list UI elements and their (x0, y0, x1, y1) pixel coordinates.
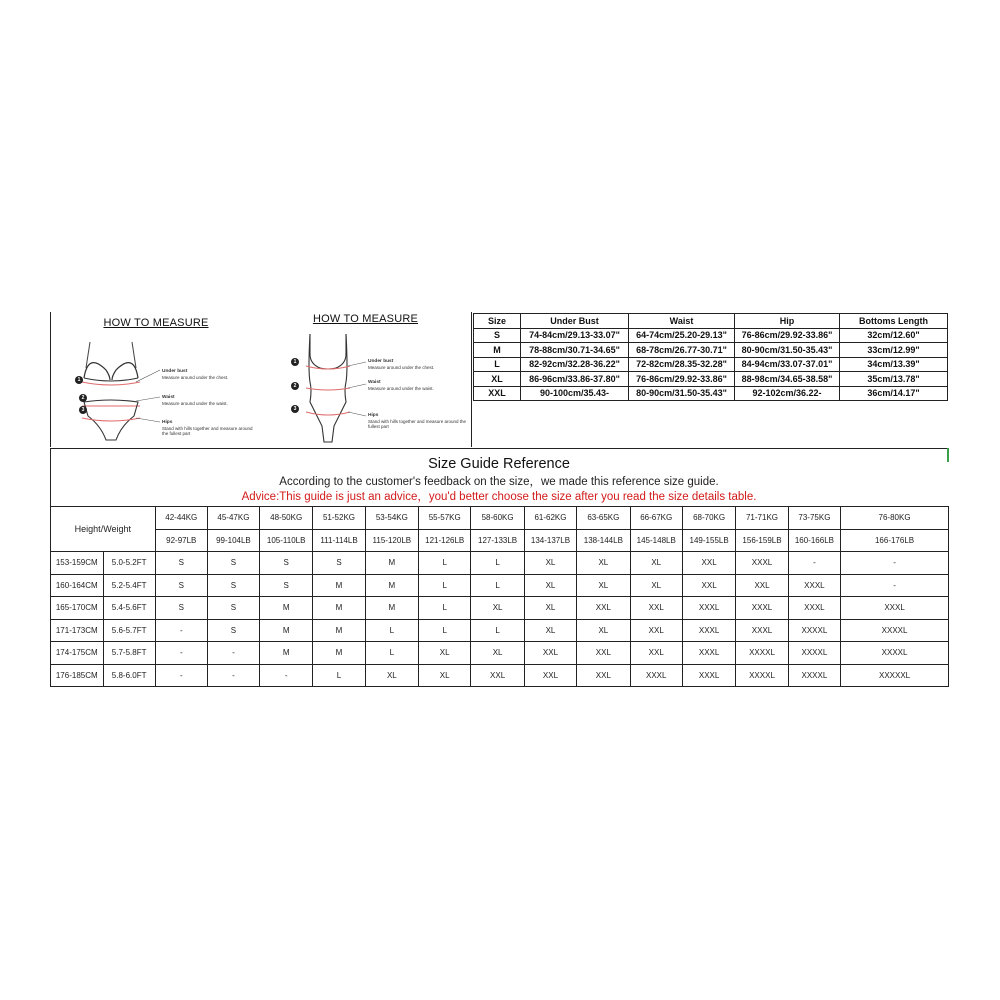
recommended-size-cell: XXL (577, 642, 630, 665)
weight-lb-cell: 134-137LB (524, 529, 576, 552)
recommended-size-cell: XXXXL (736, 664, 788, 687)
recommended-size-cell: S (207, 597, 259, 620)
size-table-header (474, 314, 948, 329)
measurement-cell: 68-78cm/26.77-30.71" (629, 343, 735, 358)
height-row (51, 574, 949, 597)
recommended-size-cell: XXXL (736, 597, 788, 620)
underbust-label: Under bust Measure around under the chest. (162, 369, 229, 380)
size-header: Size (474, 314, 521, 329)
weight-kg-cell: 76-80KG (841, 507, 949, 530)
recommended-size-cell: XL (630, 574, 682, 597)
recommended-size-cell: XL (471, 597, 524, 620)
waist-label: Waist Measure around under the waist. (162, 395, 228, 406)
bottoms-length-header: Bottoms Length (840, 314, 948, 329)
recommended-size-cell: XXXXL (788, 664, 840, 687)
weight-kg-cell: 66-67KG (630, 507, 682, 530)
height-cm-cell: 153-159CM (51, 552, 104, 575)
weight-lb-row (51, 529, 949, 552)
recommended-size-cell: XXL (682, 552, 735, 575)
measurement-cell: 82-92cm/32.28-36.22" (521, 357, 629, 372)
measure-title: HOW TO MEASURE (312, 313, 419, 325)
height-weight-table (50, 506, 949, 687)
size-cell: M (474, 343, 521, 358)
recommended-size-cell: XL (577, 619, 630, 642)
weight-kg-cell: 68-70KG (682, 507, 735, 530)
height-weight-corner: Height/Weight (51, 507, 156, 552)
measurement-cell: 84-94cm/33.07-37.01" (735, 357, 840, 372)
weight-kg-cell: 53-54KG (365, 507, 418, 530)
weight-lb-cell: 99-104LB (207, 529, 259, 552)
recommended-size-cell: XXXL (682, 664, 735, 687)
recommended-size-cell: XXL (471, 664, 524, 687)
size-cell: XXL (474, 386, 521, 401)
recommended-size-cell: XXXL (788, 574, 840, 597)
recommended-size-cell: XXXXXL (841, 664, 949, 687)
weight-lb-cell: 149-155LB (682, 529, 735, 552)
recommended-size-cell: XL (365, 664, 418, 687)
size-row (474, 386, 948, 401)
weight-lb-cell: 138-144LB (577, 529, 630, 552)
size-cell: L (474, 357, 521, 372)
underbust-header: Under Bust (521, 314, 629, 329)
recommended-size-cell: XXXL (788, 597, 840, 620)
recommended-size-cell: XXXXL (788, 619, 840, 642)
recommended-size-cell: XXL (524, 642, 576, 665)
height-row (51, 619, 949, 642)
weight-kg-cell: 71-71KG (736, 507, 788, 530)
recommended-size-cell: M (365, 574, 418, 597)
measurement-cell: 64-74cm/25.20-29.13" (629, 328, 735, 343)
recommended-size-cell: XXXL (682, 619, 735, 642)
step-3-badge: 3 (291, 405, 299, 413)
recommended-size-cell: XXL (577, 664, 630, 687)
weight-lb-cell: 156-159LB (736, 529, 788, 552)
step-2-badge: 2 (79, 394, 87, 402)
measurement-cell: 80-90cm/31.50-35.43" (735, 343, 840, 358)
recommended-size-cell: M (260, 597, 313, 620)
measure-box-swimsuit (260, 312, 472, 447)
recommended-size-cell: XXXL (736, 619, 788, 642)
size-row (474, 343, 948, 358)
recommended-size-cell: XXL (682, 574, 735, 597)
measurement-cell: 76-86cm/29.92-33.86" (629, 372, 735, 387)
measurement-cell: 76-86cm/29.92-33.86" (735, 328, 840, 343)
recommended-size-cell: S (155, 574, 207, 597)
recommended-size-cell: - (841, 574, 949, 597)
recommended-size-cell: XXXL (736, 552, 788, 575)
height-ft-cell: 5.4-5.6FT (103, 597, 155, 620)
measurement-cell: 80-90cm/31.50-35.43" (629, 386, 735, 401)
weight-lb-cell: 111-114LB (313, 529, 365, 552)
recommended-size-cell: S (207, 552, 259, 575)
weight-lb-cell: 121-126LB (419, 529, 471, 552)
measure-box-bikini (50, 312, 262, 447)
recommended-size-cell: L (365, 619, 418, 642)
height-row (51, 642, 949, 665)
waist-label: Waist Measure around under the waist. (368, 380, 434, 391)
waist-header: Waist (629, 314, 735, 329)
recommended-size-cell: M (260, 619, 313, 642)
step-2-badge: 2 (291, 382, 299, 390)
size-cell: XL (474, 372, 521, 387)
recommended-size-cell: L (313, 664, 365, 687)
recommended-size-cell: M (313, 642, 365, 665)
recommended-size-cell: XXL (630, 642, 682, 665)
measurement-cell: 92-102cm/36.22- (735, 386, 840, 401)
recommended-size-cell: XXXXL (841, 619, 949, 642)
recommended-size-cell: XXL (630, 597, 682, 620)
weight-lb-cell: 166-176LB (841, 529, 949, 552)
height-row (51, 597, 949, 620)
size-cell: S (474, 328, 521, 343)
recommended-size-cell: M (365, 552, 418, 575)
measure-title: HOW TO MEASURE (103, 317, 209, 329)
leader-lines (348, 356, 370, 426)
height-cm-cell: 174-175CM (51, 642, 104, 665)
recommended-size-cell: L (419, 619, 471, 642)
weight-kg-cell: 48-50KG (260, 507, 313, 530)
size-row (474, 357, 948, 372)
measurement-cell: 86-96cm/33.86-37.80" (521, 372, 629, 387)
step-3-badge: 3 (79, 406, 87, 414)
recommended-size-cell: - (155, 619, 207, 642)
recommended-size-cell: XXXL (682, 597, 735, 620)
recommended-size-cell: M (313, 574, 365, 597)
recommended-size-cell: M (313, 597, 365, 620)
recommended-size-cell: M (313, 619, 365, 642)
recommended-size-cell: S (207, 619, 259, 642)
recommended-size-cell: - (155, 664, 207, 687)
weight-kg-cell: 58-60KG (471, 507, 524, 530)
measurement-cell: 72-82cm/28.35-32.28" (629, 357, 735, 372)
recommended-size-cell: XL (524, 619, 576, 642)
weight-lb-cell: 127-133LB (471, 529, 524, 552)
recommended-size-cell: XXXXL (788, 642, 840, 665)
reference-advice: Advice:This guide is just an advice，you'd better choose the size after you read the size details table. (241, 491, 757, 503)
height-row (51, 552, 949, 575)
recommended-size-cell: XL (419, 664, 471, 687)
weight-kg-cell: 61-62KG (524, 507, 576, 530)
recommended-size-cell: XXL (577, 597, 630, 620)
recommended-size-cell: XL (524, 574, 576, 597)
recommended-size-cell: XL (577, 552, 630, 575)
measurement-cell: 36cm/14.17" (840, 386, 948, 401)
recommended-size-cell: S (155, 552, 207, 575)
weight-lb-cell: 115-120LB (365, 529, 418, 552)
recommended-size-cell: L (471, 552, 524, 575)
measurement-cell: 35cm/13.78" (840, 372, 948, 387)
hip-header: Hip (735, 314, 840, 329)
recommended-size-cell: XXL (630, 619, 682, 642)
recommended-size-cell: S (207, 574, 259, 597)
measurement-cell: 78-88cm/30.71-34.65" (521, 343, 629, 358)
recommended-size-cell: M (260, 642, 313, 665)
weight-lb-cell: 160-166LB (788, 529, 840, 552)
size-row (474, 372, 948, 387)
height-cm-cell: 176-185CM (51, 664, 104, 687)
weight-kg-row (51, 507, 949, 530)
recommended-size-cell: XL (577, 574, 630, 597)
height-ft-cell: 5.6-5.7FT (103, 619, 155, 642)
recommended-size-cell: XXXL (682, 642, 735, 665)
height-cm-cell: 160-164CM (51, 574, 104, 597)
measurement-cell: 88-98cm/34.65-38.58" (735, 372, 840, 387)
height-ft-cell: 5.2-5.4FT (103, 574, 155, 597)
recommended-size-cell: M (365, 597, 418, 620)
recommended-size-cell: XXXL (841, 597, 949, 620)
weight-lb-cell: 92-97LB (155, 529, 207, 552)
weight-lb-cell: 105-110LB (260, 529, 313, 552)
size-chart-table (473, 313, 948, 401)
height-row (51, 664, 949, 687)
height-ft-cell: 5.0-5.2FT (103, 552, 155, 575)
underbust-label: Under bust Measure around under the chest. (368, 359, 435, 370)
recommended-size-cell: - (260, 664, 313, 687)
height-ft-cell: 5.7-5.8FT (103, 642, 155, 665)
recommended-size-cell: XL (524, 597, 576, 620)
measurement-cell: 74-84cm/29.13-33.07" (521, 328, 629, 343)
reference-subtitle: According to the customer's feedback on the size，we made this reference size guide. (279, 476, 719, 488)
recommended-size-cell: L (365, 642, 418, 665)
height-cm-cell: 165-170CM (51, 597, 104, 620)
recommended-size-cell: XXL (524, 664, 576, 687)
recommended-size-cell: - (841, 552, 949, 575)
recommended-size-cell: L (471, 574, 524, 597)
recommended-size-cell: - (207, 642, 259, 665)
recommended-size-cell: XL (524, 552, 576, 575)
measurement-cell: 32cm/12.60" (840, 328, 948, 343)
recommended-size-cell: XXXXL (841, 642, 949, 665)
recommended-size-cell: - (155, 642, 207, 665)
recommended-size-cell: L (471, 619, 524, 642)
weight-kg-cell: 63-65KG (577, 507, 630, 530)
hips-label: Hips Stand with hills together and measure around the fullest part (162, 420, 253, 436)
measurement-cell: 90-100cm/35.43- (521, 386, 629, 401)
recommended-size-cell: S (260, 574, 313, 597)
size-row (474, 328, 948, 343)
measurement-cell: 33cm/12.99" (840, 343, 948, 358)
weight-kg-cell: 73-75KG (788, 507, 840, 530)
measurement-cell: 34cm/13.39" (840, 357, 948, 372)
weight-kg-cell: 42-44KG (155, 507, 207, 530)
step-1-badge: 1 (291, 358, 299, 366)
recommended-size-cell: XL (419, 642, 471, 665)
recommended-size-cell: S (155, 597, 207, 620)
weight-kg-cell: 55-57KG (419, 507, 471, 530)
recommended-size-cell: XXL (736, 574, 788, 597)
weight-lb-cell: 145-148LB (630, 529, 682, 552)
recommended-size-cell: XXXXL (736, 642, 788, 665)
weight-kg-cell: 45-47KG (207, 507, 259, 530)
hips-label: Hips Stand with hills together and measure around the fullest part (368, 413, 467, 429)
weight-kg-cell: 51-52KG (313, 507, 365, 530)
recommended-size-cell: L (419, 552, 471, 575)
recommended-size-cell: S (260, 552, 313, 575)
recommended-size-cell: XL (630, 552, 682, 575)
recommended-size-cell: XXXL (630, 664, 682, 687)
recommended-size-cell: L (419, 597, 471, 620)
recommended-size-cell: S (313, 552, 365, 575)
recommended-size-cell: XL (471, 642, 524, 665)
reference-title: Size Guide Reference (428, 456, 570, 472)
recommended-size-cell: - (788, 552, 840, 575)
height-ft-cell: 5.8-6.0FT (103, 664, 155, 687)
recommended-size-cell: - (207, 664, 259, 687)
step-1-badge: 1 (75, 376, 83, 384)
height-cm-cell: 171-173CM (51, 619, 104, 642)
recommended-size-cell: L (419, 574, 471, 597)
